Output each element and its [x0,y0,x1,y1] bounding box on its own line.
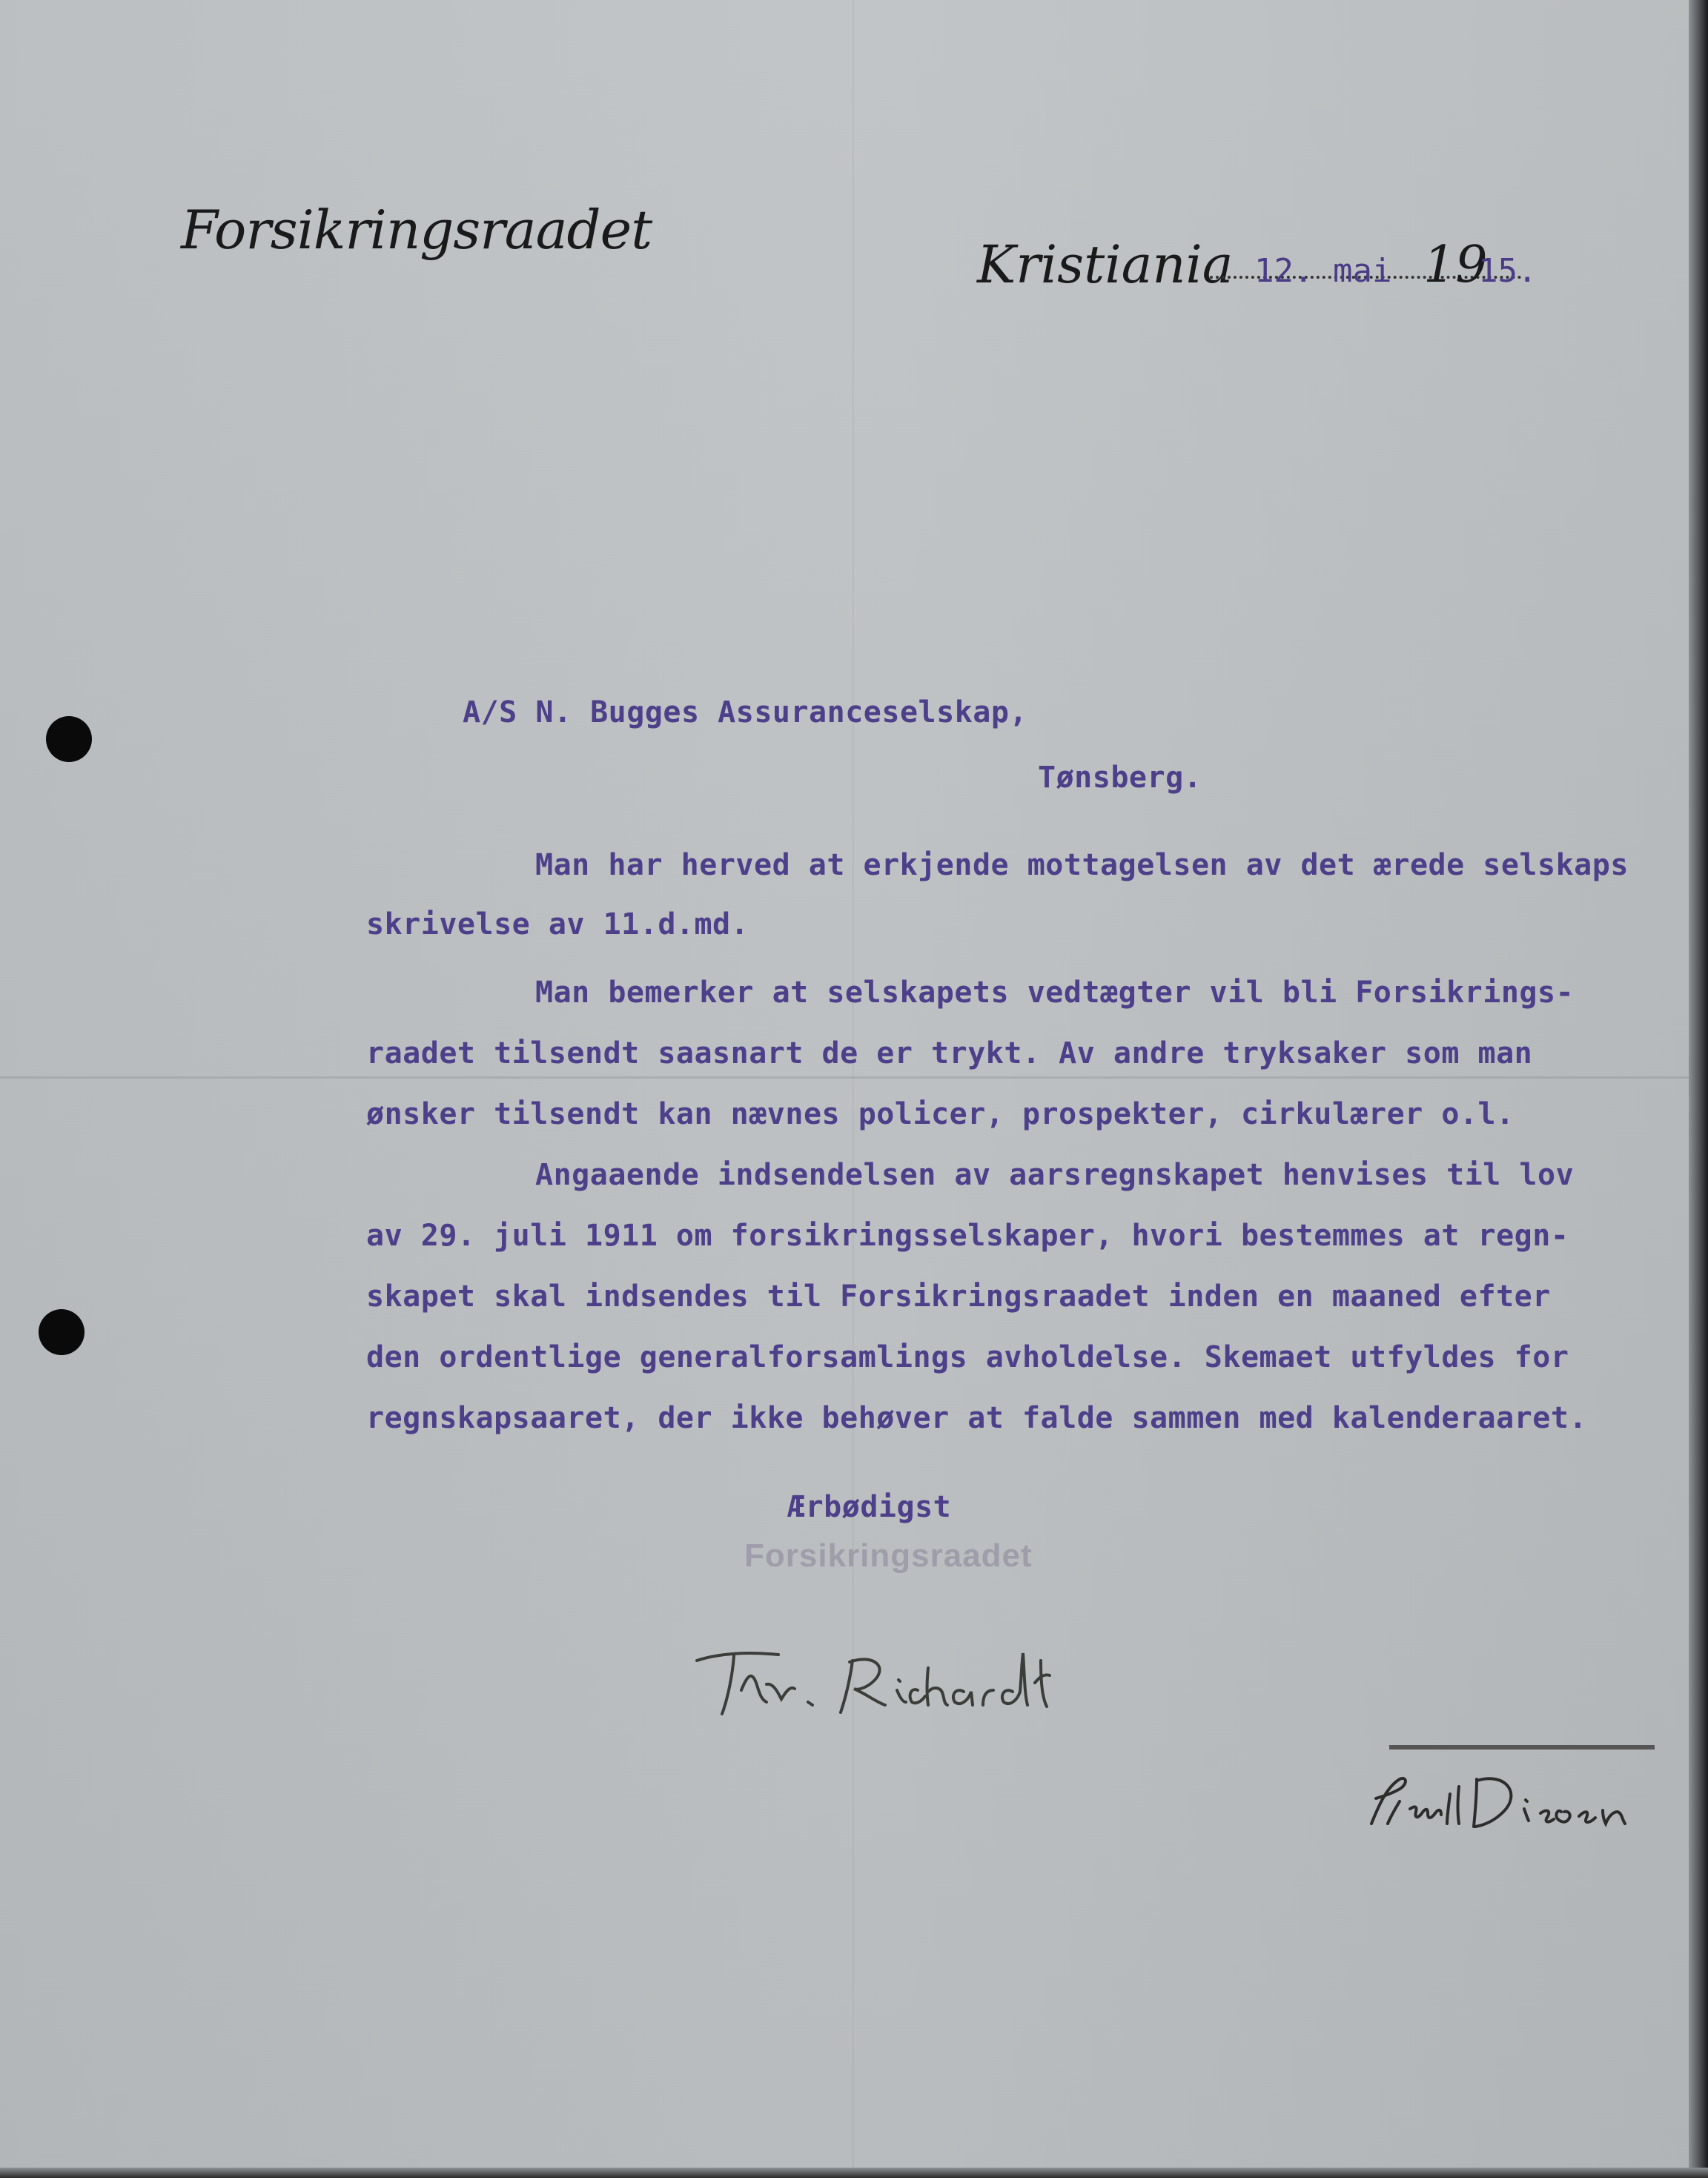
body-line: Angaaende indsendelsen av aarsregnskapet henvises til lov [535,1158,1575,1192]
body-line: skrivelse av 11.d.md. [366,907,749,941]
addressee-city: Tønsberg. [1038,761,1202,795]
punch-hole-top [46,716,92,762]
body-line: ønsker tilsendt kan nævnes policer, prospekter, cirkulærer o.l. [366,1097,1515,1131]
page-bottom-edge [0,2168,1708,2178]
letterhead-organization: Forsikringsraadet [181,199,652,261]
body-line: den ordentlige generalforsamlings avholdelse. Skemaet utfyldes for [366,1340,1569,1374]
body-line: av 29. juli 1911 om forsikringsselskaper, hvori bestemmes at regn- [366,1219,1569,1253]
date-year-printed: 19 [1423,236,1488,294]
organization-stamp: Forsikringsraadet [744,1537,1033,1574]
vertical-fold-crease [853,0,854,2178]
closing-salutation: Ærbødigst [787,1490,952,1524]
fold-crease [0,1076,1708,1079]
addressee-name: A/S N. Bugges Assuranceselskap, [463,695,1028,729]
body-line: skapet skal indsendes til Forsikringsraadet inden en maaned efter [366,1280,1551,1314]
body-line: Man har herved at erkjende mottagelsen av det ærede selskaps [535,848,1629,882]
body-line: Man bemerker at selskapets vedtægter vil bli Forsikrings- [535,976,1575,1010]
letterhead-place: Kristiania [977,234,1234,295]
date-day-month: 12. mai [1254,252,1392,290]
date-year-typed: 15. [1478,252,1537,290]
punch-hole-bottom [39,1309,85,1355]
page-right-edge [1689,0,1708,2178]
signature-rule [1389,1745,1655,1750]
signature-thv-richardt [689,1631,1105,1720]
body-line: raadet tilsendt saasnart de er trykt. Av andre tryksaker som man [366,1036,1533,1070]
body-line: regnskapsaaret, der ikke behøver at falde sammen med kalenderaaret. [366,1401,1587,1435]
signature-emil-diesen [1366,1764,1662,1831]
